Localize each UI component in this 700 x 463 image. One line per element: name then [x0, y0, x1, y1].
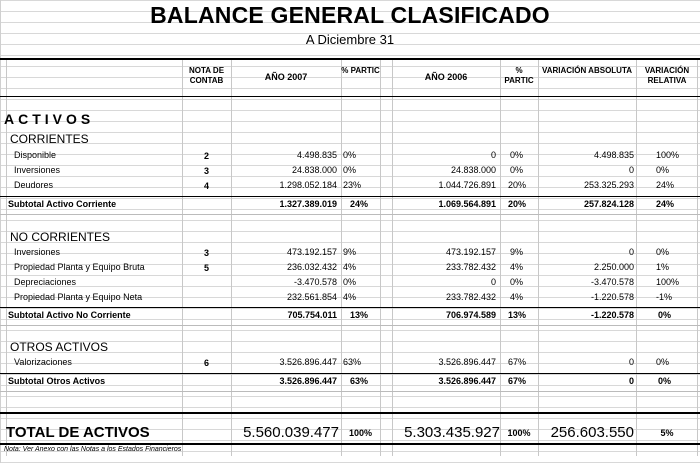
row-partic-2006: 67% — [508, 376, 527, 386]
row-variacion-absoluta: -1.220.578 — [590, 292, 634, 302]
row-value-2006: 0 — [490, 150, 496, 160]
row-value-2006: 1.044.726.891 — [438, 180, 496, 190]
row-nota: 4 — [203, 181, 209, 191]
row-value-2006: 3.526.896.447 — [438, 376, 496, 386]
total-label: TOTAL DE ACTIVOS — [6, 424, 150, 441]
row-variacion-relativa: 0% — [658, 310, 672, 320]
row-label: Inversiones — [14, 247, 61, 257]
row-nota: 5 — [203, 263, 209, 273]
section-activos: ACTIVOS — [4, 111, 95, 127]
row-variacion-relativa: 0% — [658, 376, 672, 386]
row-nota: 6 — [203, 358, 209, 368]
row-label: Inversiones — [14, 165, 61, 175]
row-variacion-absoluta: 2.250.000 — [593, 262, 634, 272]
row-variacion-absoluta: -3.470.578 — [590, 277, 634, 287]
row-partic-2007: 9% — [343, 247, 357, 257]
row-partic-2007: 24% — [350, 199, 369, 209]
col-header-partic-2006: % PARTIC — [504, 66, 534, 85]
row-variacion-relativa: 100% — [656, 150, 680, 160]
col-header-ano-2007: AÑO 2007 — [264, 72, 308, 82]
subtotal-top-border — [0, 196, 700, 197]
row-value-2007: 1.298.052.184 — [279, 180, 337, 190]
row-partic-2006: 9% — [510, 247, 524, 257]
total-partic-2007: 100% — [348, 428, 373, 438]
row-value-2007: 24.838.000 — [291, 165, 337, 175]
row-value-2006: 233.782.432 — [445, 262, 496, 272]
page-subtitle: A Diciembre 31 — [305, 32, 395, 47]
total-top-border — [0, 412, 700, 414]
row-label: Valorizaciones — [14, 357, 72, 367]
total-bottom-border — [0, 443, 700, 445]
row-partic-2007: 0% — [343, 277, 357, 287]
row-partic-2007: 23% — [343, 180, 362, 190]
row-value-2006: 233.782.432 — [445, 292, 496, 302]
row-partic-2007: 63% — [350, 376, 369, 386]
row-variacion-absoluta: 0 — [628, 247, 634, 257]
row-variacion-absoluta: -1.220.578 — [590, 310, 634, 320]
row-partic-2006: 20% — [508, 180, 527, 190]
row-label: Subtotal Activo No Corriente — [8, 310, 131, 320]
row-label: Deudores — [14, 180, 54, 190]
row-variacion-absoluta: 0 — [628, 165, 634, 175]
section-corrientes: CORRIENTES — [10, 132, 89, 146]
grid-line — [697, 58, 698, 456]
row-nota: 3 — [203, 166, 209, 176]
row-label: Subtotal Activo Corriente — [8, 199, 117, 209]
subtotal-bottom-border — [0, 325, 700, 326]
row-variacion-relativa: -1% — [656, 292, 673, 302]
row-variacion-relativa: 0% — [656, 247, 670, 257]
total-variacion-relativa: 5% — [660, 428, 674, 438]
row-partic-2006: 0% — [510, 150, 524, 160]
total-value-2007: 5.560.039.477 — [243, 424, 339, 441]
section-no-corrientes: NO CORRIENTES — [10, 230, 111, 244]
row-value-2007: 236.032.432 — [286, 262, 337, 272]
row-partic-2006: 13% — [508, 310, 527, 320]
header-top-border — [0, 58, 700, 60]
row-label: Propiedad Planta y Equipo Neta — [14, 292, 143, 302]
row-value-2007: 1.327.389.019 — [279, 199, 337, 209]
grid-line — [341, 58, 342, 456]
row-partic-2007: 0% — [343, 150, 357, 160]
row-variacion-relativa: 0% — [656, 357, 670, 367]
row-value-2006: 706.974.589 — [445, 310, 496, 320]
row-partic-2006: 67% — [508, 357, 527, 367]
subtotal-top-border — [0, 307, 700, 308]
row-partic-2006: 4% — [510, 292, 524, 302]
grid-line — [500, 58, 501, 456]
row-value-2007: 705.754.011 — [287, 310, 337, 320]
row-partic-2007: 13% — [350, 310, 369, 320]
row-value-2007: 473.192.157 — [286, 247, 337, 257]
row-partic-2006: 4% — [510, 262, 524, 272]
row-variacion-relativa: 24% — [656, 199, 675, 209]
subtotal-bottom-border — [0, 391, 700, 392]
col-header-variacion-relativa: VARIACIÓN RELATIVA — [644, 66, 690, 85]
row-partic-2006: 20% — [508, 199, 527, 209]
row-value-2006: 1.069.564.891 — [438, 199, 496, 209]
row-variacion-relativa: 1% — [656, 262, 670, 272]
subtotal-top-border — [0, 373, 700, 374]
row-value-2007: -3.470.578 — [293, 277, 337, 287]
row-partic-2007: 0% — [343, 165, 357, 175]
row-variacion-absoluta: 257.824.128 — [583, 199, 634, 209]
row-value-2007: 3.526.896.447 — [279, 357, 337, 367]
header-bottom-border — [0, 96, 700, 97]
row-value-2006: 24.838.000 — [450, 165, 496, 175]
row-value-2007: 3.526.896.447 — [279, 376, 337, 386]
row-label: Depreciaciones — [14, 277, 77, 287]
row-variacion-relativa: 24% — [656, 180, 675, 190]
total-value-2006: 5.303.435.927 — [404, 424, 500, 441]
row-nota: 3 — [203, 248, 209, 258]
row-partic-2006: 0% — [510, 165, 524, 175]
row-variacion-absoluta: 0 — [628, 376, 634, 386]
row-label: Propiedad Planta y Equipo Bruta — [14, 262, 145, 272]
row-partic-2007: 4% — [343, 262, 357, 272]
footnote: Nota: Ver Anexo con las Notas a los Estados Financieros — [4, 446, 182, 453]
section-otros-activos: OTROS ACTIVOS — [10, 340, 109, 354]
row-variacion-absoluta: 253.325.293 — [583, 180, 634, 190]
row-value-2007: 4.498.835 — [296, 150, 337, 160]
row-label: Subtotal Otros Activos — [8, 376, 106, 386]
row-nota: 2 — [203, 151, 209, 161]
row-partic-2006: 0% — [510, 277, 524, 287]
total-partic-2006: 100% — [507, 428, 531, 438]
grid-line — [636, 58, 637, 456]
row-variacion-relativa: 0% — [656, 165, 670, 175]
row-value-2007: 232.561.854 — [286, 292, 337, 302]
row-label: Disponible — [14, 150, 57, 160]
row-variacion-relativa: 100% — [656, 277, 680, 287]
row-partic-2007: 63% — [343, 357, 362, 367]
row-value-2006: 473.192.157 — [445, 247, 496, 257]
row-variacion-absoluta: 4.498.835 — [593, 150, 634, 160]
row-partic-2007: 4% — [343, 292, 357, 302]
total-variacion-absoluta: 256.603.550 — [550, 424, 634, 441]
page-title: BALANCE GENERAL CLASIFICADO — [150, 2, 550, 28]
row-value-2006: 0 — [490, 277, 496, 287]
grid-line — [380, 58, 381, 456]
row-value-2006: 3.526.896.447 — [438, 357, 496, 367]
col-header-nota: NOTA DE CONTAB — [188, 66, 225, 85]
col-header-partic-2007: % PARTIC — [341, 66, 380, 75]
col-header-ano-2006: AÑO 2006 — [424, 72, 468, 82]
row-variacion-absoluta: 0 — [628, 357, 634, 367]
subtotal-bottom-border — [0, 214, 700, 215]
col-header-variacion-absoluta: VARIACIÓN ABSOLUTA — [541, 66, 633, 75]
